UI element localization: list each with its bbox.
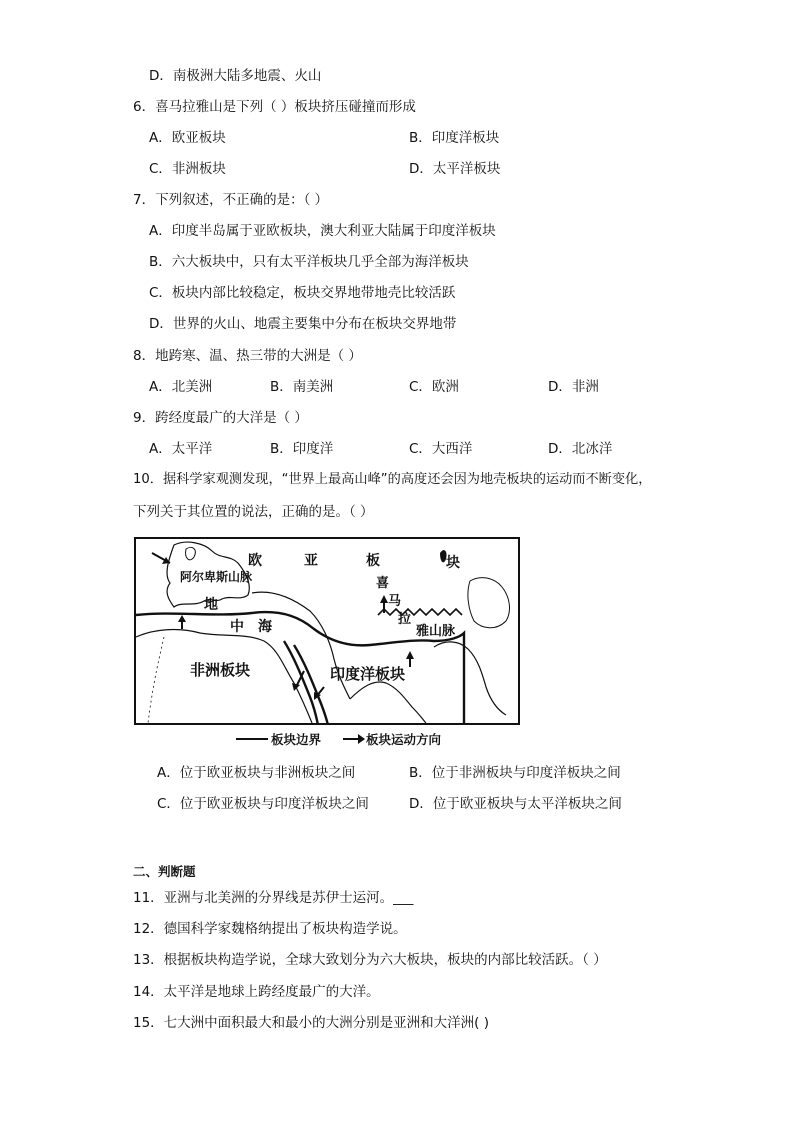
q8-option-d: D．非洲 [548,379,599,395]
q7-option-a: A．印度半岛属于亚欧板块，澳大利亚大陆属于印度洋板块 [149,223,496,239]
legend-boundary: 板块边界 [271,732,322,747]
q9-option-a: A．太平洋 [149,441,213,457]
label-eurasia-3: 板 [366,553,380,569]
label-africa-plate: 非洲板块 [190,661,251,679]
q10-stem-line2: 下列关于其位置的说法，正确的是。（ ） [133,504,374,520]
q15: 15．七大洲中面积最大和最小的大洲分别是亚洲和大洋洲( ) [133,1015,490,1031]
label-med-3: 海 [258,619,272,635]
q6-option-b: B．印度洋板块 [409,130,500,146]
q9-option-b: B．印度洋 [270,441,334,457]
q13: 13．根据板块构造学说，全球大致划分为六大板块，板块的内部比较活跃。（ ） [133,952,607,968]
q9-option-c: C．大西洋 [409,441,473,457]
plate-map-svg [134,537,520,725]
label-himalaya-4: 雅山脉 [416,624,456,639]
q7-option-c: C．板块内部比较稳定，板块交界地带地壳比较活跃 [149,285,456,301]
q7-option-b: B．六大板块中，只有太平洋板块几乎全部为海洋板块 [149,254,469,270]
q5-option-d: D．南极洲大陆多地震、火山 [149,68,322,84]
q9-stem: 9．跨经度最广的大洋是（ ） [133,410,308,426]
q6-stem: 6．喜马拉雅山是下列（ ）板块挤压碰撞而形成 [133,99,416,115]
q7-stem: 7．下列叙述，不正确的是：（ ） [133,192,329,208]
label-himalaya-1: 喜 [376,576,390,591]
q12: 12．德国科学家魏格纳提出了板块构造学说。 [133,921,407,937]
q11: 11．亚洲与北美洲的分界线是苏伊士运河。___ [133,890,414,906]
q10-option-d: D．位于欧亚板块与太平洋板块之间 [409,796,622,812]
label-eurasia-2: 亚 [304,553,318,569]
q9-option-d: D．北冰洋 [548,441,613,457]
plate-map [134,537,520,725]
q10-option-a: A．位于欧亚板块与非洲板块之间 [157,765,356,781]
label-eurasia-1: 欧 [248,553,262,569]
q8-stem: 8．地跨寒、温、热三带的大洲是（ ） [133,348,362,364]
q10-option-b: B．位于非洲板块与印度洋板块之间 [409,765,621,781]
q8-option-a: A．北美洲 [149,379,213,395]
map-legend [236,730,441,748]
q14: 14．太平洋是地球上跨经度最广的大洋。 [133,984,380,1000]
legend-direction: 板块运动方向 [366,732,442,747]
q10-option-c: C．位于欧亚板块与印度洋板块之间 [157,796,369,812]
direction-arrow-icon [343,738,363,740]
label-med-2: 中 [230,619,244,635]
q7-option-d: D．世界的火山、地震主要集中分布在板块交界地带 [149,316,457,332]
label-himalaya-3: 拉 [398,612,412,627]
q8-option-b: B．南美洲 [270,379,334,395]
section2-title: 二、判断题 [133,864,196,879]
q6-option-a: A．欧亚板块 [149,130,226,146]
boundary-swatch [236,738,268,740]
label-med-1: 地 [204,597,218,613]
label-eurasia-4: 块 [446,555,460,571]
q10-stem-line1: 10．据科学家观测发现，“世界上最高山峰”的高度还会因为地壳板块的运动而不断变化， [133,472,652,487]
q8-option-c: C．欧洲 [409,379,459,395]
label-alps: 阿尔卑斯山脉 [180,570,253,584]
q6-option-c: C．非洲板块 [149,161,226,177]
label-himalaya-2: 马 [388,594,402,609]
q6-option-d: D．太平洋板块 [409,161,501,177]
label-indian-plate: 印度洋板块 [330,665,406,683]
